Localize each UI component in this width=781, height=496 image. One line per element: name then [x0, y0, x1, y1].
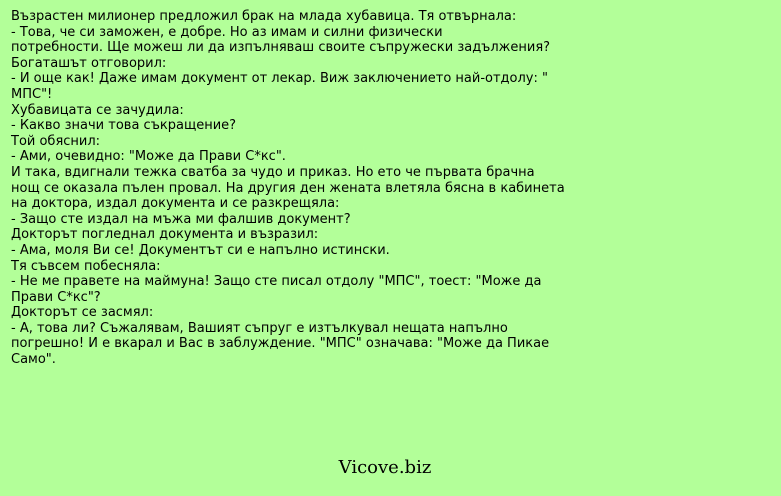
- text-line: потребности. Ще можеш ли да изпълняваш своите съпружески задължения?: [11, 40, 551, 56]
- text-line: - Защо сте издал на мъжа ми фалшив документ?: [11, 211, 351, 227]
- text-line: МПС"!: [11, 86, 53, 102]
- text-line: Тя съвсем побесняла:: [11, 258, 161, 274]
- text-line: Само".: [11, 352, 56, 368]
- text-line: - Ами, очевидно: "Може да Прави С*кс".: [11, 149, 286, 165]
- text-line: нощ се оказала пълен провал. На другия ден жената влетяла бясна в кабинета: [11, 180, 565, 196]
- text-line: - Какво значи това съкращение?: [11, 118, 237, 134]
- text-line: И така, вдигнали тежка сватба за чудо и приказ. Но ето че първата брачна: [11, 164, 535, 180]
- text-line: Богаташът отговорил:: [11, 55, 167, 71]
- text-line: Хубавицата се зачудила:: [11, 102, 184, 118]
- text-line: - Ама, моля Ви се! Документът си е напълно истински.: [11, 242, 390, 258]
- text-line: - Не ме правете на маймуна! Защо сте писал отдолу "МПС", тоест: "Може да: [11, 274, 542, 290]
- text-line: - И още как! Даже имам документ от лекар. Виж заключението най-отдолу: ": [11, 71, 548, 87]
- site-watermark: Vicove.biz: [338, 457, 432, 478]
- text-line: - Това, че си заможен, е добре. Но аз имам и силни физически: [11, 24, 443, 40]
- joke-text: [11, 9, 579, 368]
- text-line: Докторът се засмял:: [11, 305, 154, 321]
- text-line: Докторът погледнал документа и възразил:: [11, 227, 319, 243]
- text-line: на доктора, издал документа и се разкрещяла:: [11, 196, 340, 212]
- text-line: Той обяснил:: [11, 133, 101, 149]
- text-line: - А, това ли? Съжалявам, Вашият съпруг е изтълкувал нещата напълно: [11, 320, 508, 336]
- text-line: Прави С*кс"?: [11, 289, 101, 305]
- text-line: погрешно! И е вкарал и Вас в заблуждение. "МПС" означава: "Може да Пикае: [11, 336, 550, 352]
- text-line: Възрастен милионер предложил брак на млада хубавица. Тя отвърнала:: [11, 9, 517, 24]
